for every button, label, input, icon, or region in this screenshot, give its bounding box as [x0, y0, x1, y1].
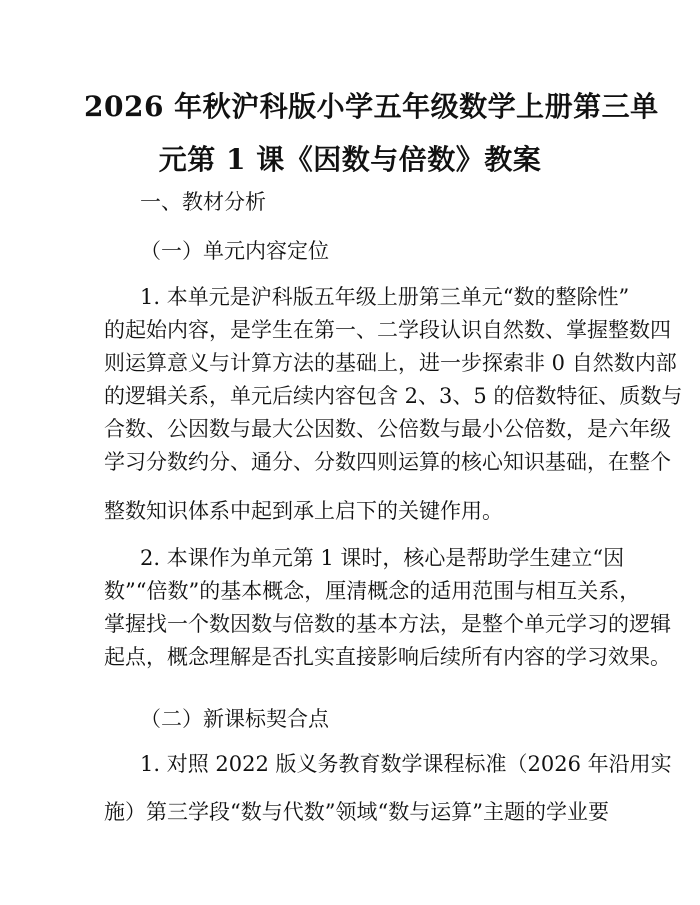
paragraph-1-line-2: 的起始内容，是学生在第一、二学段认识自然数、掌握整数四 [104, 318, 671, 342]
paragraph-1-line-4: 的逻辑关系，单元后续内容包含 2、3、5 的倍数特征、质数与 [104, 384, 683, 408]
paragraph-2-line-2: 数”“倍数”的基本概念，厘清概念的适用范围与相互关系， [104, 579, 641, 603]
subsection-heading-curriculum-alignment: （二）新课标契合点 [140, 707, 329, 731]
paragraph-1-line-7: 整数知识体系中起到承上启下的关键作用。 [104, 499, 503, 523]
paragraph-1-line-1: 1. 本单元是沪科版五年级上册第三单元“数的整除性” [140, 285, 630, 309]
section-heading-materials-analysis: 一、教材分析 [140, 190, 266, 214]
document-title [84, 80, 659, 186]
paragraph-1-line-3: 则运算意义与计算方法的基础上，进一步探索非 0 自然数内部 [104, 351, 677, 375]
paragraph-3-line-2: 施）第三学段“数与代数”领域“数与运算”主题的学业要 [104, 800, 609, 824]
title-line-1: 2026 年秋沪科版小学五年级数学上册第三单 [84, 90, 659, 123]
paragraph-2-line-1: 2. 本课作为单元第 1 课时，核心是帮助学生建立“因 [140, 546, 625, 570]
paragraph-2-line-4: 起点，概念理解是否扎实直接影响后续所有内容的学习效果。 [104, 645, 671, 669]
paragraph-3-line-1: 1. 对照 2022 版义务教育数学课程标准（2026 年沿用实 [140, 752, 672, 776]
title-line-2: 元第 1 课《因数与倍数》教案 [158, 143, 542, 176]
paragraph-1-line-5: 合数、公因数与最大公因数、公倍数与最小公倍数，是六年级 [104, 417, 671, 441]
paragraph-2-line-3: 掌握找一个数因数与倍数的基本方法，是整个单元学习的逻辑 [104, 612, 671, 636]
paragraph-1-line-6: 学习分数约分、通分、分数四则运算的核心知识基础，在整个 [104, 450, 671, 474]
subsection-heading-unit-positioning: （一）单元内容定位 [140, 239, 329, 263]
